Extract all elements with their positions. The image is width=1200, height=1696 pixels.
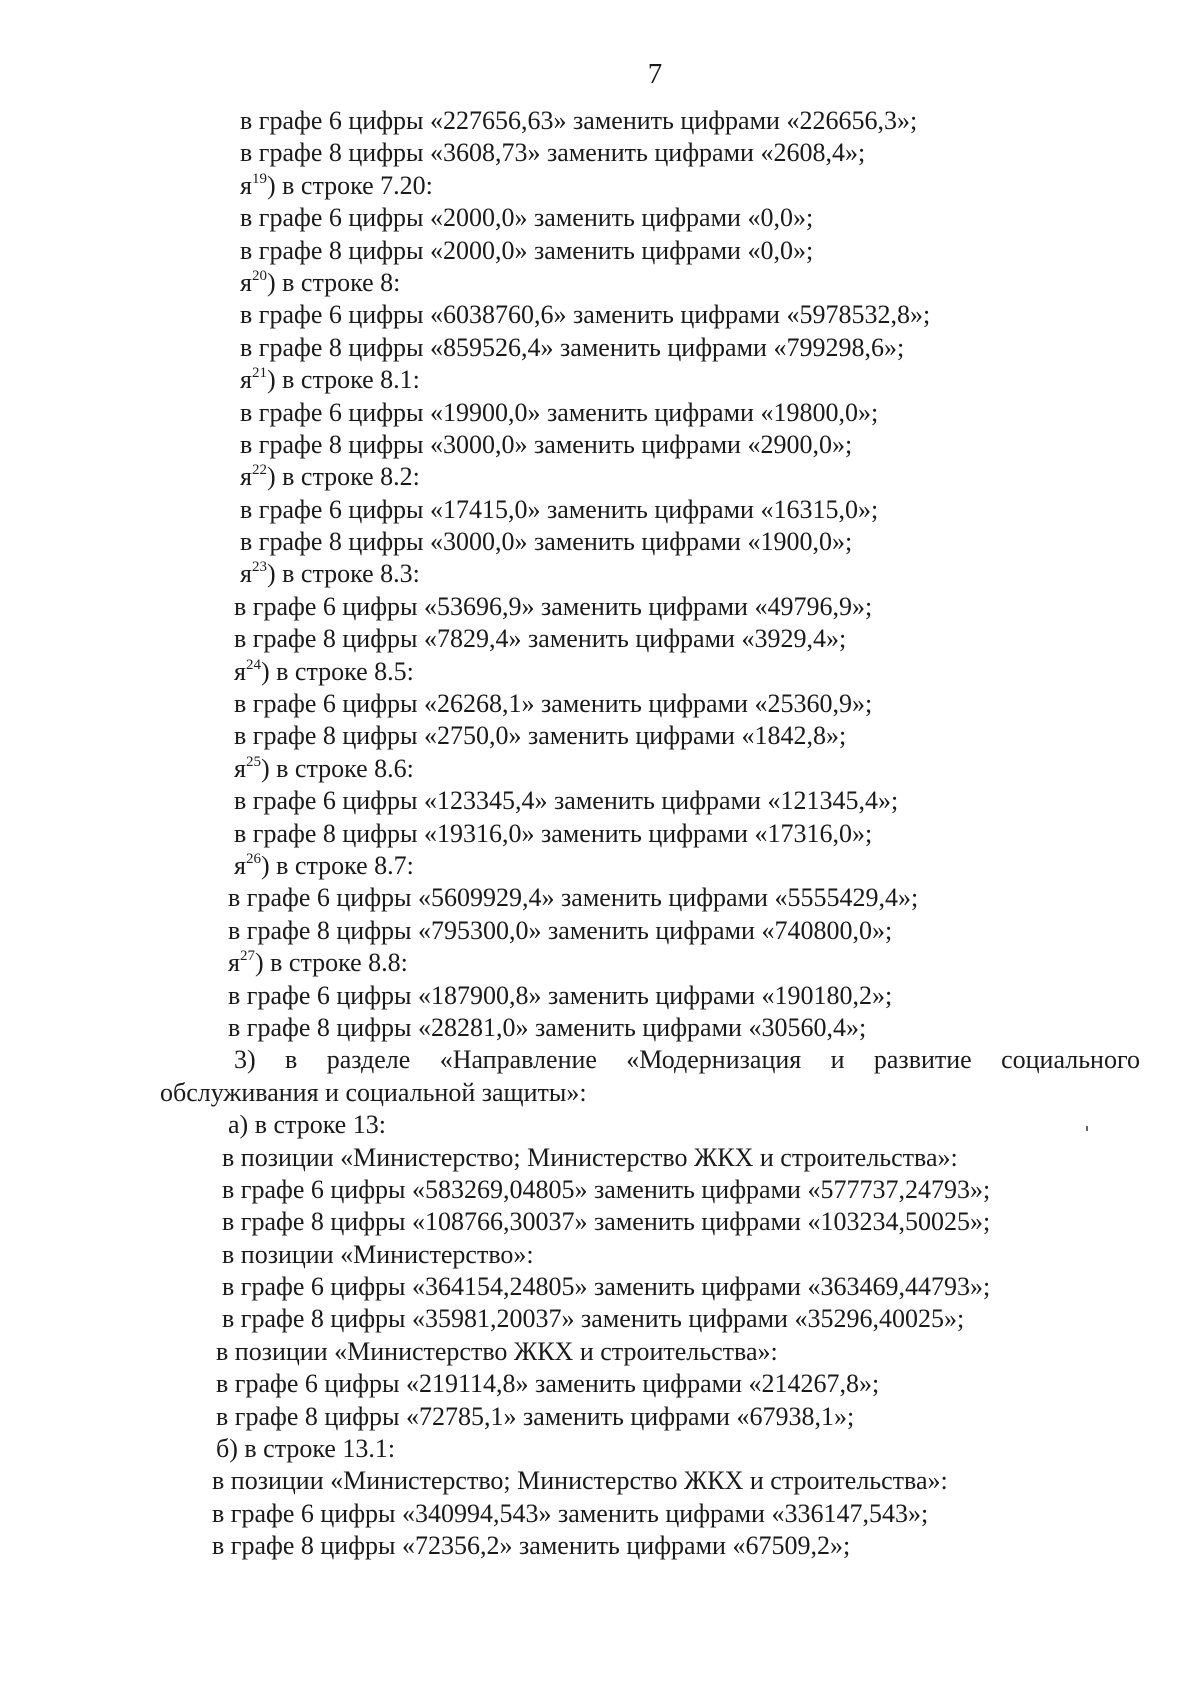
text-line: в графе 8 цифры «2750,0» заменить цифрами «1842,8»;	[234, 721, 847, 751]
subitem-heading: б) в строке 13.1:	[216, 1434, 396, 1464]
text-line: в графе 8 цифры «35981,20037» заменить цифрами «35296,40025»;	[222, 1304, 965, 1334]
text-line: в графе 6 цифры «187900,8» заменить цифрами «190180,2»;	[228, 980, 893, 1010]
text-line: в графе 6 цифры «227656,63» заменить цифрами «226656,3»;	[240, 106, 918, 135]
text-line: в графе 8 цифры «19316,0» заменить цифрами «17316,0»;	[234, 818, 873, 848]
section-heading-continuation: обслуживания и социальной защиты»:	[160, 1077, 587, 1107]
subitem-heading: я$^{26}$) в строке 8.7:	[234, 850, 414, 880]
footnote-marker: 24	[245, 656, 261, 673]
footnote-marker: 25	[245, 753, 261, 770]
text-line: в графе 6 цифры «53696,9» заменить цифрами «49796,9»;	[234, 591, 873, 621]
document-body	[160, 105, 1140, 1563]
text-line: в графе 8 цифры «72356,2» заменить цифрами «67509,2»;	[212, 1531, 851, 1561]
subitem-heading: я$^{19}$) в строке 7.20:	[240, 170, 433, 200]
section-heading: 3) в разделе «Направление «Модернизация и развитие социального	[234, 1045, 1140, 1075]
text-line: в графе 6 цифры «26268,1» заменить цифрами «25360,9»;	[234, 689, 873, 719]
text-line: в графе 8 цифры «3000,0» заменить цифрами «1900,0»;	[240, 527, 853, 557]
page-number: 7	[647, 58, 663, 90]
subitem-heading: я$^{23}$) в строке 8.3:	[240, 559, 420, 589]
text-line: в графе 6 цифры «19900,0» заменить цифрами «19800,0»;	[240, 397, 879, 427]
subitem-heading: я$^{21}$) в строке 8.1:	[240, 365, 420, 395]
footnote-marker: 26	[245, 850, 261, 867]
footnote-marker: 27	[239, 948, 255, 965]
subitem-heading: я$^{20}$) в строке 8:	[240, 267, 401, 297]
text-line: в позиции «Министерство»:	[222, 1239, 534, 1269]
text-line: в графе 8 цифры «28281,0» заменить цифрами «30560,4»;	[228, 1012, 867, 1042]
text-line: в графе 6 цифры «340994,543» заменить цифрами «336147,543»;	[212, 1498, 929, 1528]
subitem-heading: я$^{22}$) в строке 8.2:	[240, 462, 420, 492]
subitem-heading: я$^{24}$) в строке 8.5:	[234, 656, 414, 686]
scan-speck	[1086, 1126, 1088, 1131]
text-line: в графе 8 цифры «859526,4» заменить цифрами «799298,6»;	[240, 332, 905, 362]
footnote-marker: 22	[251, 462, 267, 479]
text-line: в графе 6 цифры «2000,0» заменить цифрами «0,0»;	[240, 203, 814, 233]
text-line: в позиции «Министерство; Министерство ЖКХ и строительства»:	[222, 1142, 958, 1172]
text-line: в графе 6 цифры «123345,4» заменить цифрами «121345,4»;	[234, 786, 899, 816]
footnote-marker: 20	[251, 267, 267, 284]
text-line: в позиции «Министерство; Министерство ЖКХ и строительства»:	[212, 1466, 948, 1496]
text-line: в графе 6 цифры «583269,04805» заменить цифрами «577737,24793»;	[222, 1174, 991, 1204]
text-line: в графе 8 цифры «2000,0» заменить цифрами «0,0»;	[240, 235, 814, 265]
text-line: в позиции «Министерство ЖКХ и строительства»:	[216, 1336, 778, 1366]
subitem-heading: я$^{27}$) в строке 8.8:	[228, 948, 408, 978]
text-line: в графе 8 цифры «72785,1» заменить цифрами «67938,1»;	[216, 1401, 855, 1431]
footnote-marker: 21	[251, 365, 267, 382]
text-line: в графе 8 цифры «795300,0» заменить цифрами «740800,0»;	[228, 915, 893, 945]
text-line: в графе 6 цифры «6038760,6» заменить цифрами «5978532,8»;	[240, 300, 931, 330]
text-line: в графе 6 цифры «17415,0» заменить цифрами «16315,0»;	[240, 494, 879, 524]
text-line: в графе 8 цифры «3608,73» заменить цифрами «2608,4»;	[240, 138, 866, 168]
subitem-heading: я$^{25}$) в строке 8.6:	[234, 753, 414, 783]
subitem-heading: а) в строке 13:	[228, 1110, 386, 1140]
text-line: в графе 8 цифры «108766,30037» заменить цифрами «103234,50025»;	[222, 1207, 991, 1237]
footnote-marker: 23	[251, 559, 267, 576]
text-line: в графе 6 цифры «5609929,4» заменить цифрами «5555429,4»;	[228, 883, 919, 913]
footnote-marker: 19	[251, 170, 267, 187]
text-line: в графе 8 цифры «3000,0» заменить цифрами «2900,0»;	[240, 429, 853, 459]
text-line: в графе 6 цифры «364154,24805» заменить цифрами «363469,44793»;	[222, 1272, 991, 1302]
text-line: в графе 6 цифры «219114,8» заменить цифрами «214267,8»;	[216, 1369, 880, 1399]
text-line: в графе 8 цифры «7829,4» заменить цифрами «3929,4»;	[234, 624, 847, 654]
